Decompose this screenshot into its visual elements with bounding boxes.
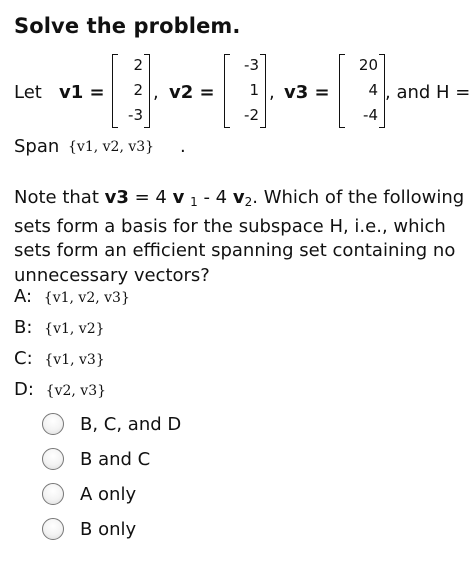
let-word: Let: [14, 82, 42, 103]
radio-button-4[interactable]: [42, 518, 64, 540]
v2-matrix: [224, 54, 266, 128]
option-b: [14, 317, 105, 338]
option-a-label: A:: [14, 286, 33, 307]
v2-entry-2: 1: [249, 81, 259, 99]
choice-4-label: B only: [80, 518, 137, 540]
comma-2: ,: [269, 82, 275, 103]
choice-1-label: B, C, and D: [80, 413, 182, 435]
v1-matrix: [112, 54, 150, 128]
option-d-set: {v2, v3}: [45, 383, 107, 399]
choice-2[interactable]: [42, 446, 150, 472]
note-v2: v: [232, 187, 245, 208]
v3-matrix: [339, 54, 385, 128]
span-period: .: [180, 136, 186, 157]
note-lhs: v3: [104, 187, 129, 208]
v2-entry-1: -3: [244, 56, 259, 74]
v1-label: v1 =: [59, 82, 105, 103]
option-d-label: D:: [14, 379, 34, 400]
v1-entry-3: -3: [128, 106, 143, 124]
note-rest: . Which of the following sets form a basis for the subspace H, i.e., which sets form an efficient spanning set containing no unnecessary vectors?: [14, 187, 465, 286]
choice-1[interactable]: [42, 411, 181, 437]
option-c-label: C:: [14, 348, 33, 369]
and-h-text: , and H =: [385, 82, 471, 103]
problem-title: Solve the problem.: [14, 14, 241, 38]
span-set-text: {v1, v2, v3}: [68, 139, 155, 155]
option-d: [14, 379, 106, 400]
vector-definitions: [14, 54, 470, 132]
note-prefix: Note that: [14, 187, 99, 208]
choice-3[interactable]: [42, 481, 136, 507]
v1-entry-2: 2: [133, 81, 143, 99]
option-a-set: {v1, v2, v3}: [43, 290, 130, 306]
note-sub2: 2: [244, 195, 253, 209]
v3-label: v3 =: [284, 82, 330, 103]
note-v1: v: [172, 187, 185, 208]
span-set: [68, 132, 154, 157]
span-word: Span: [14, 136, 60, 157]
radio-button-1[interactable]: [42, 413, 64, 435]
note-paragraph: [14, 186, 466, 288]
v2-label: v2 =: [169, 82, 215, 103]
radio-button-3[interactable]: [42, 483, 64, 505]
option-b-set: {v1, v2}: [44, 321, 105, 337]
v2-entry-3: -2: [244, 106, 259, 124]
radio-button-2[interactable]: [42, 448, 64, 470]
v1-entry-1: 2: [133, 56, 143, 74]
choice-2-label: B and C: [80, 448, 151, 470]
comma-1: ,: [153, 82, 159, 103]
v3-entry-2: 4: [368, 81, 378, 99]
option-b-label: B:: [14, 317, 33, 338]
v3-entry-1: 20: [358, 56, 378, 74]
choice-3-label: A only: [80, 483, 137, 505]
option-a: [14, 286, 130, 307]
choice-4[interactable]: [42, 516, 136, 542]
v3-entry-3: -4: [363, 106, 378, 124]
option-c-set: {v1, v3}: [44, 352, 105, 368]
note-sub1: 1: [190, 195, 198, 209]
note-eq: = 4: [134, 187, 167, 208]
note-minus: - 4: [203, 187, 228, 208]
option-c: [14, 348, 105, 369]
